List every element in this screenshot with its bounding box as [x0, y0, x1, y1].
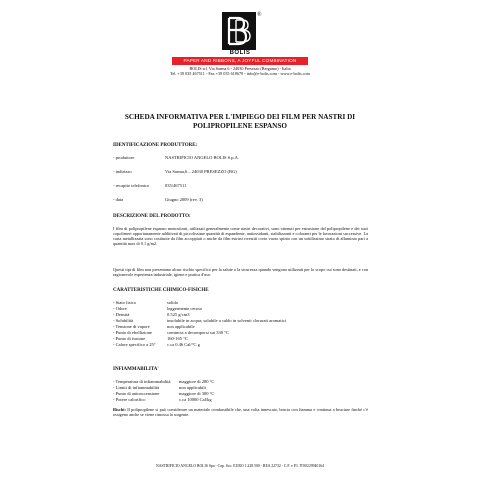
property-value: leggermente ceroso	[167, 306, 203, 311]
bolis-logo	[222, 12, 256, 50]
product-heading: DESCRIZIONE DEL PRODOTTO:	[113, 214, 191, 219]
property-row	[113, 397, 212, 402]
property-row	[113, 391, 215, 396]
property-row	[113, 342, 200, 347]
producer-row	[113, 155, 240, 160]
phone-label: - recapito telefonico	[113, 183, 150, 188]
phone-row	[113, 183, 187, 188]
property-row	[113, 330, 229, 335]
risk-text: Il polipropilene si può considerare un materiale combustibile che, una volta innescato, brucia con fiamma e continua a bruciare finché c'è ossigeno anche se viene rimossa la sorgente.	[113, 407, 368, 418]
chemical-heading: CARATTERISTICHE CHIMICO-FISICHE	[113, 288, 209, 293]
property-label: - Limiti di infiammabilità	[113, 385, 160, 390]
property-label: - Temperatura di infiammabilità	[113, 379, 171, 384]
address-value: Via Sarma,6 – 24030 PRESEZZO (BG)	[165, 169, 237, 174]
property-value: maggiore di 280 °C	[179, 379, 215, 384]
property-label: - Punto di autoaccensione	[113, 391, 160, 396]
property-value: c.ca 10000 Cal/kg	[179, 397, 212, 402]
property-row	[113, 324, 195, 329]
property-value: non applicabili	[179, 385, 206, 390]
property-row	[113, 336, 188, 341]
address-label: - indirizzo	[113, 169, 132, 174]
property-label: - Punto di ebollizione	[113, 330, 152, 335]
property-label: - Solubilità	[113, 318, 134, 323]
property-value: insolubile in acqua; solubile a caldo in solventi clorurati aromatici	[167, 318, 287, 323]
flammability-heading: INFIAMMABILITA'	[113, 367, 159, 372]
address-row	[113, 169, 237, 174]
brand-name: BOLIS	[229, 50, 251, 56]
footer-legal: NASTRIFICIO ANGELO BOLIS Spa - Cap. Soc. EURO 1.228.500 - REA 22732 - C.F. e P.I. IT00229940164	[155, 464, 325, 468]
address-line: BOLIS srl. Via Sarma 6 - 24030 Presezzo (Bergamo) - Italia	[189, 66, 291, 71]
title-line-2: POLIPROPILENE ESPANSO	[193, 122, 287, 130]
property-value: solido	[167, 300, 179, 305]
producer-value: NASTRIFICIO ANGELO BOLIS S.p.A.	[165, 155, 240, 160]
property-row	[113, 385, 206, 390]
property-label: - Stato fisico	[113, 300, 136, 305]
producer-label: - produttore	[113, 155, 135, 160]
contact-line: Tel. +39 035 467511 - Fax +39 035 618679 - info@e-bolis.com - www.e-bolis.com	[170, 71, 310, 76]
document-title	[80, 113, 400, 131]
property-row	[113, 318, 287, 323]
property-value: maggiore di 300 °C	[179, 391, 215, 396]
property-label: - Densità	[113, 312, 130, 317]
property-row	[113, 300, 179, 305]
tagline-banner: PAPER AND RIBBONS, A JOYFUL COMBINATION	[172, 57, 308, 65]
date-label: - data	[113, 197, 124, 202]
producer-heading: IDENTIFICAZIONE PRODUTTORE:	[113, 143, 198, 148]
property-value: 160-165 °C	[167, 336, 188, 341]
property-value: comincia a decomporsi sui 330 °C	[167, 330, 229, 335]
risk-note	[113, 407, 368, 417]
registered-mark: ®	[257, 12, 262, 18]
property-label: - Calore specifico a 25°	[113, 342, 156, 347]
property-row	[113, 379, 215, 384]
product-description: I film di polipropilene espanso monostirati, utilizzati generalmente come nastri decorativi, sono ottenuti per estrusione del polipropilene e dei suoi copolimeri opportunamente additivati di piccolissime quantità di espandente, antiossidanti, stabilizzanti e coloranti per le lavorazioni successive. La carta metallizzata sono costituite da film accoppiati o anche da film estrusi rivestiti corto vuoto spinto con un sottilissimo strato di alluminio pari a quantità max di 0.1 g/m2.	[113, 226, 368, 247]
title-line-1: SCHEDA INFORMATIVA PER L'IMPIEGO DEI FILM PER NASTRI DI	[124, 113, 356, 121]
property-label: - Punto di fusione	[113, 336, 146, 341]
property-row	[113, 306, 203, 311]
property-label: - Potere calorifico	[113, 397, 146, 402]
property-label: - Tensione di vapore	[113, 324, 150, 329]
property-value: 0.525 g/cm3	[167, 312, 190, 317]
property-label: - Odore	[113, 306, 127, 311]
phone-value: 035/467511	[165, 183, 187, 188]
date-value: Giugno 2009 (rev. 3)	[165, 197, 203, 202]
risk-label: Rischi:	[113, 407, 126, 412]
product-safety-note: Questi tipi di film non presentano alcun rischio specifico per la salute o la sicurezza quando vengono utilizzati per lo scopo cui sono destinati, e con ragionevole esperienza industriale, igiene e pratica d'uso.	[113, 267, 368, 278]
property-value: non applicabile	[167, 324, 195, 329]
property-value: c.ca 0.46 Cal/°C g	[167, 342, 200, 347]
property-row	[113, 312, 190, 317]
date-row	[113, 197, 203, 202]
